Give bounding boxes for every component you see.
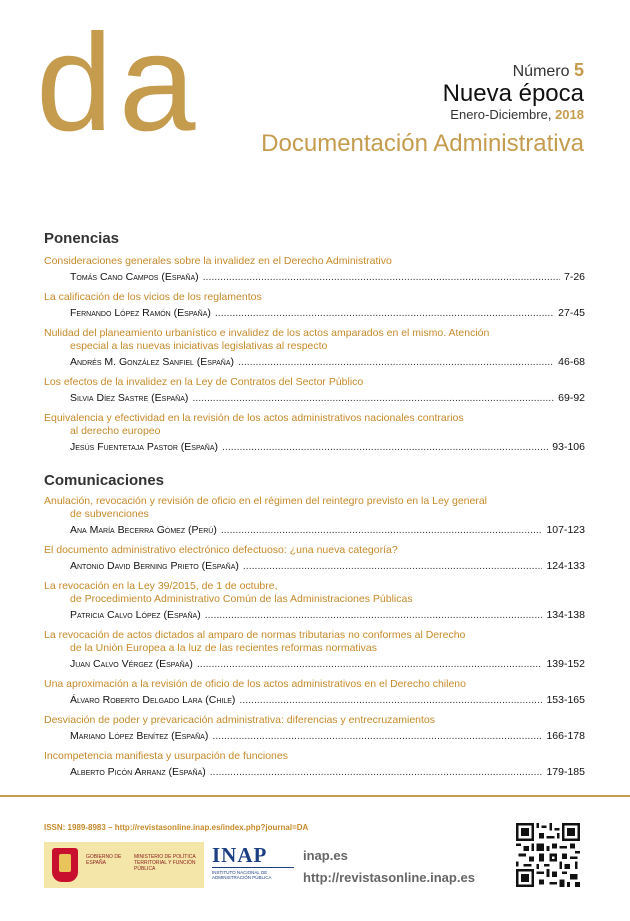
- leader-dots: [239, 693, 542, 707]
- leader-dots: [215, 306, 554, 320]
- toc-entry[interactable]: [44, 580, 585, 622]
- article-author: Juan Calvo Vérgez (España): [70, 658, 193, 670]
- article-author-line: [70, 355, 585, 369]
- article-title[interactable]: Anulación, revocación y revisión de oficio en el régimen del reintegro previsto en la Ley general de subvenciones: [44, 495, 585, 521]
- article-author: Patricia Calvo López (España): [70, 609, 201, 621]
- toc-entry[interactable]: [44, 376, 585, 405]
- article-pages: 153-165: [546, 694, 585, 706]
- issue-number-label: Número: [512, 63, 570, 80]
- leader-dots: [212, 729, 542, 743]
- issue-year: 2018: [555, 107, 584, 122]
- journal-title: Documentación Administrativa: [261, 130, 584, 157]
- article-author: Andrés M. González Sanfiel (España): [70, 356, 235, 368]
- leader-dots: [203, 270, 560, 284]
- article-author-line: [70, 693, 585, 707]
- toc-entry[interactable]: [44, 495, 585, 537]
- article-pages: 179-185: [546, 766, 585, 778]
- leader-dots: [222, 440, 548, 454]
- article-pages: 93-106: [552, 441, 585, 453]
- toc-entry[interactable]: [44, 327, 585, 369]
- toc-entry[interactable]: [44, 678, 585, 707]
- article-title[interactable]: La revocación en la Ley 39/2015, de 1 de octubre, de Procedimiento Administrativo Común de las Administraciones Públicas: [44, 580, 585, 606]
- toc-entry[interactable]: [44, 544, 585, 573]
- article-title-cont: de subvenciones: [70, 508, 149, 520]
- footer-divider: [0, 795, 630, 797]
- leader-dots: [197, 657, 543, 671]
- qr-code-icon: [516, 823, 580, 887]
- article-author-line: [70, 559, 585, 573]
- leader-dots: [205, 608, 543, 622]
- ministerio-label: MINISTERIO DE POLÍTICA TERRITORIAL Y FUNCIÓN PÚBLICA: [134, 854, 196, 872]
- article-author: Tomás Cano Campos (España): [70, 271, 199, 283]
- article-title[interactable]: La revocación de actos dictados al amparo de normas tributarias no conformes al Derecho de la Unión Europea a la luz de las recientes reformas normativas: [44, 629, 585, 655]
- article-author: Mariano López Benítez (España): [70, 730, 209, 742]
- issue-date: [450, 107, 584, 122]
- section-heading-comunicaciones: Comunicaciones: [44, 472, 165, 489]
- toc-entry[interactable]: [44, 255, 585, 284]
- article-author-line: [70, 765, 585, 779]
- gobierno-label: GOBIERNO DE ESPAÑA: [86, 854, 122, 866]
- article-author-line: [70, 440, 585, 454]
- article-pages: 27-45: [558, 307, 585, 319]
- inap-wordmark: INAP: [212, 843, 268, 867]
- government-logo: [44, 842, 204, 888]
- toc-entry[interactable]: [44, 291, 585, 320]
- toc-entry[interactable]: [44, 714, 585, 743]
- inap-logo: [212, 843, 294, 887]
- inap-subtitle: INSTITUTO NACIONAL DE ADMINISTRACIÓN PÚBLICA: [212, 867, 294, 880]
- article-author: Fernando López Ramón (España): [70, 307, 211, 319]
- toc-entry[interactable]: [44, 629, 585, 671]
- article-title-cont: especial a las nuevas iniciativas legislativas al respecto: [70, 340, 328, 352]
- article-title[interactable]: Los efectos de la invalidez en la Ley de Contratos del Sector Público: [44, 376, 364, 388]
- article-author: Jesús Fuentetaja Pastor (España): [70, 441, 218, 453]
- issue-number-value: 5: [573, 60, 584, 80]
- leader-dots: [210, 765, 543, 779]
- article-author-line: [70, 306, 585, 320]
- coat-of-arms-icon: [52, 848, 78, 882]
- article-author-line: [70, 608, 585, 622]
- article-author: Antonio David Berning Prieto (España): [70, 560, 239, 572]
- article-author: Silvia Díez Sastre (España): [70, 392, 189, 404]
- article-author: Ana María Becerra Gómez (Perú): [70, 524, 217, 536]
- article-pages: 124-133: [546, 560, 585, 572]
- issn-line[interactable]: ISSN: 1989-8983 – http://revistasonline.inap.es/index.php?journal=DA: [44, 823, 309, 832]
- article-title[interactable]: Desviación de poder y prevaricación administrativa: diferencias y entrecruzamientos: [44, 714, 436, 726]
- article-author-line: [70, 391, 585, 405]
- article-title[interactable]: Equivalencia y efectividad en la revisión de los actos administrativos nacionales contrarios al derecho europeo: [44, 412, 585, 438]
- article-pages: 7-26: [563, 271, 585, 283]
- issue-date-label: Enero-Diciembre,: [450, 107, 552, 122]
- article-author-line: [70, 523, 585, 537]
- leader-dots: [238, 355, 554, 369]
- article-pages: 46-68: [558, 356, 585, 368]
- toc-entry[interactable]: [44, 412, 585, 454]
- article-pages: 69-92: [558, 392, 585, 404]
- article-title[interactable]: Incompetencia manifiesta y usurpación de funciones: [44, 750, 288, 762]
- site-link-inap[interactable]: inap.es: [303, 848, 348, 863]
- article-title[interactable]: Nulidad del planeamiento urbanístico e invalidez de los actos amparados en el mismo. Atención especial a las nuevas iniciativas legislativas al respecto: [44, 327, 585, 353]
- section-heading-ponencias: Ponencias: [44, 230, 120, 247]
- site-link-revistas[interactable]: http://revistasonline.inap.es: [303, 870, 475, 885]
- article-author: Álvaro Roberto Delgado Lara (Chile): [70, 694, 236, 706]
- leader-dots: [221, 523, 543, 537]
- article-title[interactable]: El documento administrativo electrónico defectuoso: ¿una nueva categoría?: [44, 544, 398, 556]
- article-title[interactable]: Una aproximación a la revisión de oficio de los actos administrativos en el Derecho chileno: [44, 678, 466, 690]
- journal-logo: da: [36, 6, 202, 160]
- article-pages: 166-178: [546, 730, 585, 742]
- article-author-line: [70, 729, 585, 743]
- article-title-cont: de Procedimiento Administrativo Común de las Administraciones Públicas: [70, 593, 413, 605]
- toc-ponencias: [44, 255, 585, 461]
- issue-epoch: Nueva época: [442, 80, 584, 107]
- article-title-cont: de la Unión Europea a la luz de las recientes reformas normativas: [70, 642, 377, 654]
- article-title[interactable]: Consideraciones generales sobre la invalidez en el Derecho Administrativo: [44, 255, 392, 267]
- issue-number: [513, 60, 584, 81]
- article-author-line: [70, 657, 585, 671]
- article-title[interactable]: La calificación de los vicios de los reglamentos: [44, 291, 262, 303]
- article-author: Alberto Picón Arranz (España): [70, 766, 206, 778]
- toc-comunicaciones: [44, 495, 585, 786]
- toc-entry[interactable]: [44, 750, 585, 779]
- article-pages: 134-138: [546, 609, 585, 621]
- leader-dots: [192, 391, 554, 405]
- leader-dots: [243, 559, 543, 573]
- article-pages: 107-123: [546, 524, 585, 536]
- article-title-cont: al derecho europeo: [70, 425, 161, 437]
- article-pages: 139-152: [546, 658, 585, 670]
- article-author-line: [70, 270, 585, 284]
